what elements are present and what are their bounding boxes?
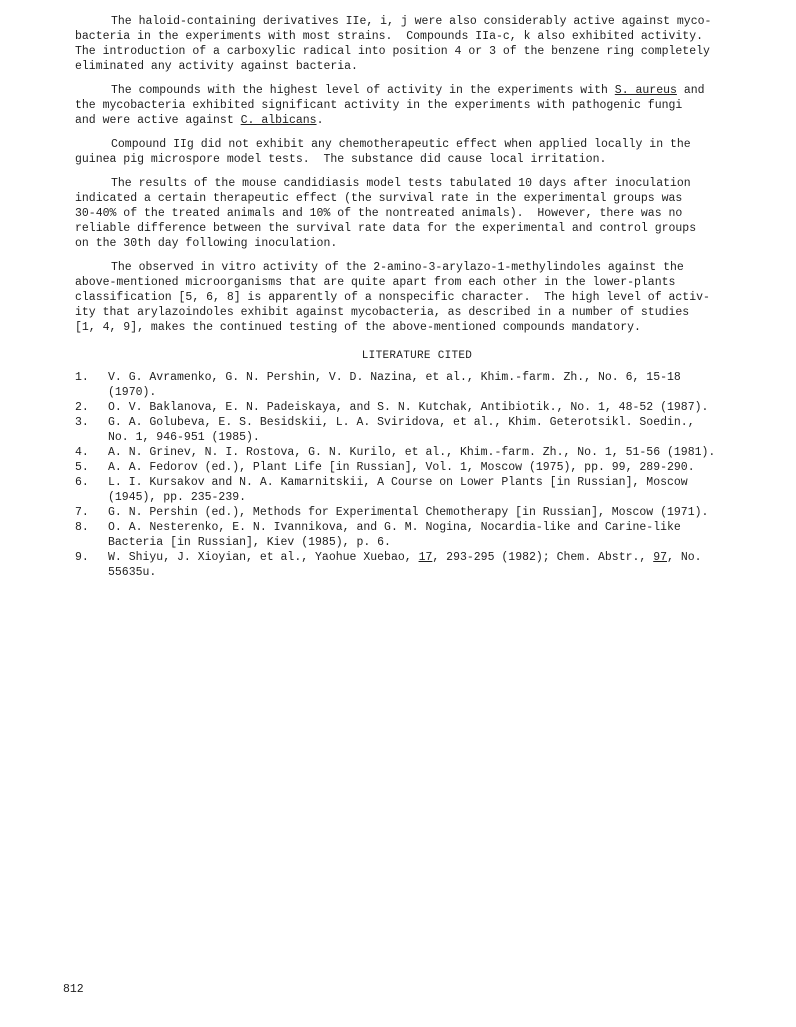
reference-item [75,505,759,520]
reference-list [75,370,759,580]
article-page [75,14,759,580]
reference-item [75,460,759,475]
text-segment: , No. [667,551,702,564]
reference-number: 1. [75,371,89,384]
reference-item [75,445,759,460]
reference-line: V. G. Avramenko, G. N. Pershin, V. D. Nazina, et al., Khim.-farm. Zh., No. 6, 15-18 [108,371,681,384]
text-segment: . [316,114,324,127]
reference-text [108,475,759,505]
reference-number: 2. [75,401,89,414]
text-line: The introduction of a carboxylic radical into position 4 or 3 of the benzene ring completely [75,45,710,58]
paragraph-in-vitro-activity [75,260,759,335]
reference-line: A. N. Grinev, N. I. Rostova, G. N. Kurilo, et al., Khim.-farm. Zh., No. 1, 51-56 (1981). [108,446,716,459]
text-line: The results of the mouse candidiasis model tests tabulated 10 days after inoculation [111,177,691,190]
reference-item [75,400,759,415]
paragraph-compound-iig [75,137,759,167]
text-segment: and were active against [75,114,241,127]
reference-item [75,370,759,400]
reference-item [75,475,759,505]
species-name-c-albicans: C. albicans [240,114,317,127]
text-line: eliminated any activity against bacteria. [75,60,358,73]
text-line: reliable difference between the survival rate data for the experimental and control groups [75,222,697,235]
text-line: above-mentioned microorganisms that are quite apart from each other in the lower-plants [75,276,676,289]
reference-number: 9. [75,551,89,564]
reference-line: A. A. Fedorov (ed.), Plant Life [in Russian], Vol. 1, Moscow (1975), pp. 99, 289-290. [108,461,695,474]
text-line: Compound IIg did not exhibit any chemotherapeutic effect when applied locally in the [111,138,691,151]
reference-line [108,550,759,565]
reference-line: (1970). [108,386,157,399]
text-line: ity that arylazoindoles exhibit against mycobacteria, as described in a number of studies [75,306,690,319]
reference-number: 6. [75,476,89,489]
reference-number: 7. [75,506,89,519]
text-line: the mycobacteria exhibited significant activity in the experiments with pathogenic fungi [75,99,683,112]
reference-line: Bacteria [in Russian], Kiev (1985), p. 6. [108,536,391,549]
reference-text [108,400,759,415]
species-name-s-aureus: S. aureus [614,84,677,97]
reference-item [75,550,759,580]
text-line: The observed in vitro activity of the 2-amino-3-arylazo-1-methylindoles against the [111,261,684,274]
reference-line: No. 1, 946-951 (1985). [108,431,260,444]
paragraph-haloid-derivatives [75,14,759,74]
text-line: bacteria in the experiments with most strains. Compounds IIa-c, k also exhibited activity. [75,30,704,43]
reference-text [108,505,759,520]
text-line: classification [5, 6, 8] is apparently of a nonspecific character. The high level of activ- [75,291,710,304]
reference-line: 55635u. [108,566,157,579]
reference-line: G. N. Pershin (ed.), Methods for Experimental Chemotherapy [in Russian], Moscow (1971). [108,506,709,519]
reference-number: 4. [75,446,89,459]
reference-number: 5. [75,461,89,474]
reference-text [108,415,759,445]
text-line: guinea pig microspore model tests. The substance did cause local irritation. [75,153,607,166]
text-line: 30-40% of the treated animals and 10% of the nontreated animals). However, there was no [75,207,683,220]
reference-text [108,460,759,475]
reference-line: L. I. Kursakov and N. A. Kamarnitskii, A Course on Lower Plants [in Russian], Moscow [108,476,688,489]
volume-number: 17 [418,551,433,564]
reference-line: O. V. Baklanova, E. N. Padeiskaya, and S. N. Kutchak, Antibiotik., No. 1, 48-52 (1987). [108,401,709,414]
text-line [75,113,759,128]
reference-number: 8. [75,521,89,534]
literature-cited-heading: LITERATURE CITED [361,350,473,362]
volume-number: 97 [653,551,668,564]
reference-line: (1945), pp. 235-239. [108,491,247,504]
reference-text [108,445,759,460]
reference-text [108,550,759,580]
text-line: on the 30th day following inoculation. [75,237,338,250]
reference-line: O. A. Nesterenko, E. N. Ivannikova, and G. M. Nogina, Nocardia-like and Carine-like [108,521,681,534]
text-segment: , 293-295 (1982); Chem. Abstr., [432,551,654,564]
page-number: 812 [63,983,84,996]
paragraph-candidiasis-results [75,176,759,251]
reference-number: 3. [75,416,89,429]
text-line [75,83,759,98]
text-segment: and [676,84,705,97]
reference-text [108,370,759,400]
text-segment: The compounds with the highest level of activity in the experiments with [111,84,615,97]
reference-line: G. A. Golubeva, E. S. Besidskii, L. A. Sviridova, et al., Khim. Geterotsikl. Soedin., [108,416,695,429]
reference-item [75,520,759,550]
reference-item [75,415,759,445]
text-line: indicated a certain therapeutic effect (the survival rate in the experimental groups was [75,192,683,205]
text-line: The haloid-containing derivatives IIe, i, j were also considerably active against myco- [111,15,712,28]
paragraph-highest-activity [75,83,759,128]
reference-text [108,520,759,550]
text-segment: W. Shiyu, J. Xioyian, et al., Yaohue Xuebao, [108,551,419,564]
text-line: [1, 4, 9], makes the continued testing of the above-mentioned compounds mandatory. [75,321,641,334]
